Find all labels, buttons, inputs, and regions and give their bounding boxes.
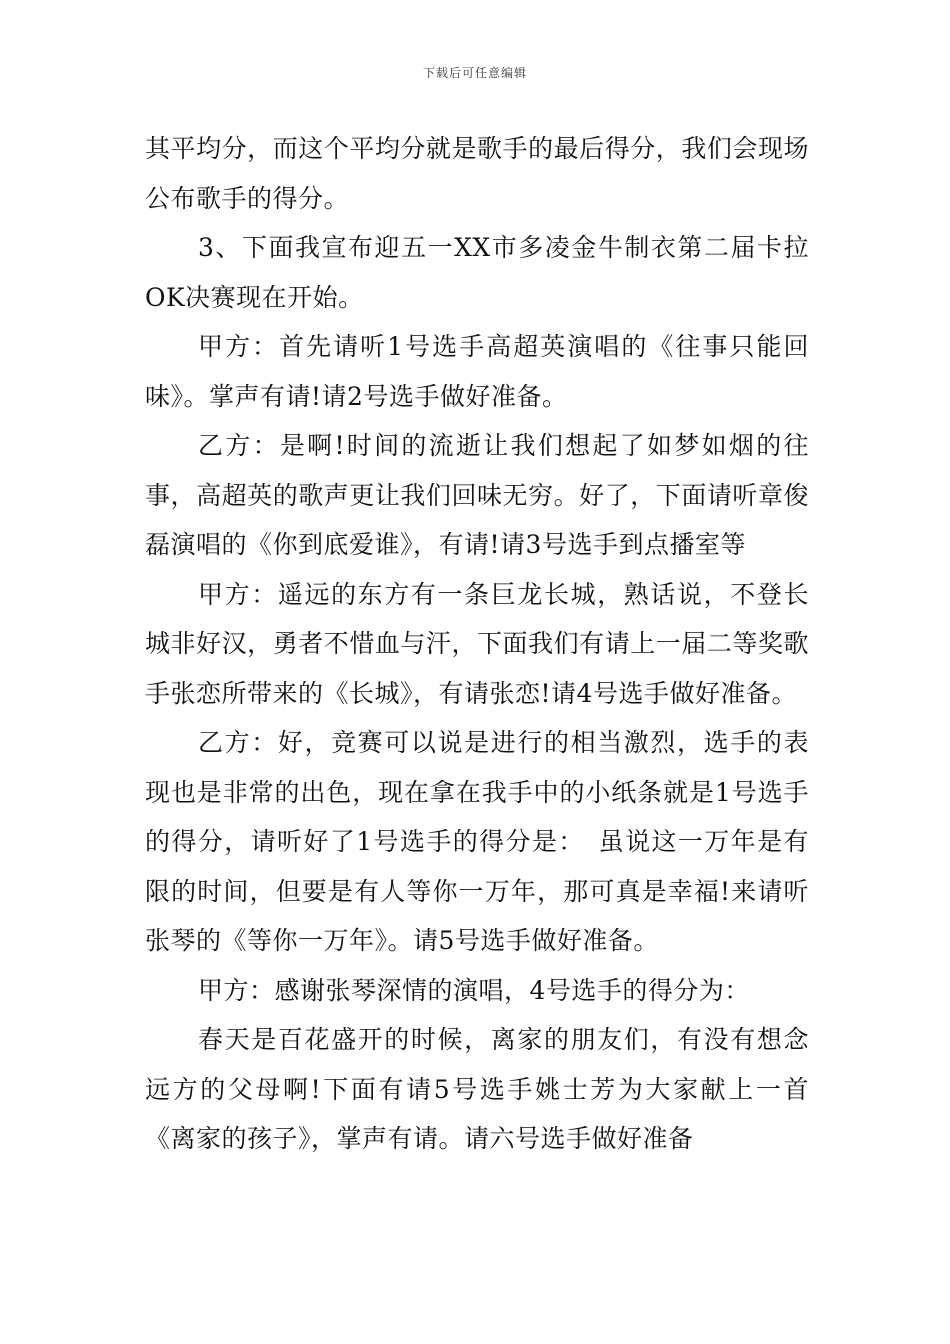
paragraph-6: 乙方：好，竞赛可以说是进行的相当激烈，选手的表现也是非常的出色，现在拿在我手中的小纸条就是1号选手的得分，请听好了1号选手的得分是： 虽说这一万年是有限的时间，但要是有人等你一万年，那可真是幸福!来请听张琴的《等你一万年》。请5号选手做好准备。 xyxy=(145,728,809,955)
paragraph-7: 甲方：感谢张琴深情的演唱，4号选手的得分为： xyxy=(198,975,750,1005)
paragraph-2: 3、下面我宣布迎五一XX市多凌金牛制衣第二届卡拉OK决赛现在开始。 xyxy=(145,233,809,312)
page-header: 下载后可任意编辑 xyxy=(422,66,527,80)
paragraph-4: 乙方：是啊!时间的流逝让我们想起了如梦如烟的往事，高超英的歌声更让我们回味无穷。好了，下面请听章俊磊演唱的《你到底爱谁》，有请!请3号选手到点播室等 xyxy=(145,431,809,559)
paragraph-3: 甲方：首先请听1号选手高超英演唱的《往事只能回味》。掌声有请!请2号选手做好准备。 xyxy=(145,332,809,411)
document-body xyxy=(145,124,809,1164)
paragraph-1: 其平均分，而这个平均分就是歌手的最后得分，我们会现场公布歌手的得分。 xyxy=(145,134,809,213)
paragraph-8: 春天是百花盛开的时候，离家的朋友们，有没有想念远方的父母啊!下面有请5号选手姚士芳为大家献上一首《离家的孩子》，掌声有请。请六号选手做好准备 xyxy=(145,1025,809,1153)
paragraph-5: 甲方：遥远的东方有一条巨龙长城，熟话说，不登长城非好汉，勇者不惜血与汗，下面我们有请上一届二等奖歌手张恋所带来的《长城》，有请张恋!请4号选手做好准备。 xyxy=(145,579,809,708)
